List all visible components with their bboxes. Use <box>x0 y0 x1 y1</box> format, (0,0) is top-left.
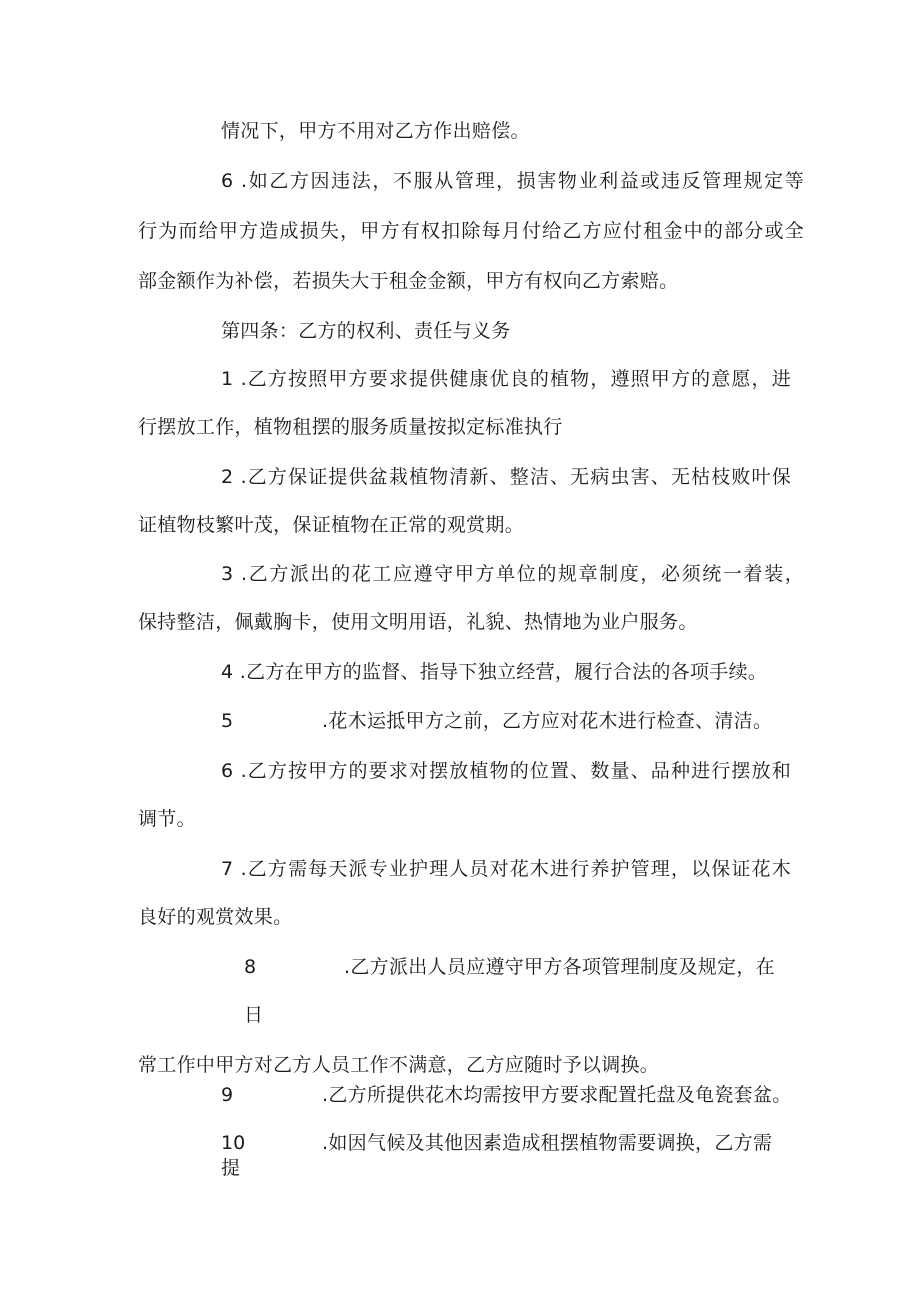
paragraph-line: 2 .乙方保证提供盆栽植物清新、整洁、无病虫害、无枯枝败叶保 <box>221 466 791 488</box>
paragraph-line: 情况下，甲方不用对乙方作出赔偿。 <box>221 120 530 142</box>
paragraph-line: 日 <box>244 1004 264 1026</box>
item-number: 9 <box>221 1084 234 1106</box>
paragraph-line: 4 .乙方在甲方的监督、指导下独立经营，履行合法的各项手续。 <box>221 661 768 683</box>
paragraph-line: 常工作中甲方对乙方人员工作不满意，乙方应随时予以调换。 <box>138 1054 660 1076</box>
paragraph-line: 良好的观赏效果。 <box>138 906 293 928</box>
paragraph-line: .花木运抵甲方之前，乙方应对花木进行检查、清洁。 <box>322 710 773 732</box>
paragraph-line: 调节。 <box>138 808 196 830</box>
paragraph-line: .乙方派出人员应遵守甲方各项管理制度及规定，在 <box>344 956 775 978</box>
item-number: 8 <box>244 956 257 978</box>
paragraph-line: 提 <box>221 1157 241 1179</box>
paragraph-line: 1 .乙方按照甲方要求提供健康优良的植物，遵照甲方的意愿，进 <box>221 368 791 390</box>
paragraph-line: .如因气候及其他因素造成租摆植物需要调换，乙方需 <box>322 1132 773 1154</box>
paragraph-line: .乙方所提供花木均需按甲方要求配置托盘及龟瓷套盆。 <box>322 1084 792 1106</box>
paragraph-line: 行为而给甲方造成损失，甲方有权扣除每月付给乙方应付租金中的部分或全 <box>138 220 804 242</box>
paragraph-line: 3 .乙方派出的花工应遵守甲方单位的规章制度，必须统一着装， <box>221 563 804 585</box>
item-number: 10 <box>221 1132 246 1154</box>
paragraph-line: 7 .乙方需每天派专业护理人员对花木进行养护管理，以保证花木 <box>221 858 791 880</box>
paragraph-line: 6 .如乙方因违法，不服从管理，损害物业利益或违反管理规定等 <box>221 170 804 192</box>
paragraph-line: 行摆放工作，植物租摆的服务质量按拟定标准执行 <box>138 416 563 438</box>
paragraph-line: 6 .乙方按甲方的要求对摆放植物的位置、数量、品种进行摆放和 <box>221 760 791 782</box>
paragraph-line: 证植物枝繁叶茂，保证植物在正常的观赏期。 <box>138 514 525 536</box>
paragraph-line: 部金额作为补偿，若损失大于租金金额，甲方有权向乙方索赔。 <box>138 270 679 292</box>
section-heading: 第四条：乙方的权利、责任与义务 <box>221 320 511 342</box>
item-number: 5 <box>221 710 234 732</box>
paragraph-line: 保持整洁，佩戴胸卡，使用文明用语，礼貌、热情地为业户服务。 <box>138 611 698 633</box>
